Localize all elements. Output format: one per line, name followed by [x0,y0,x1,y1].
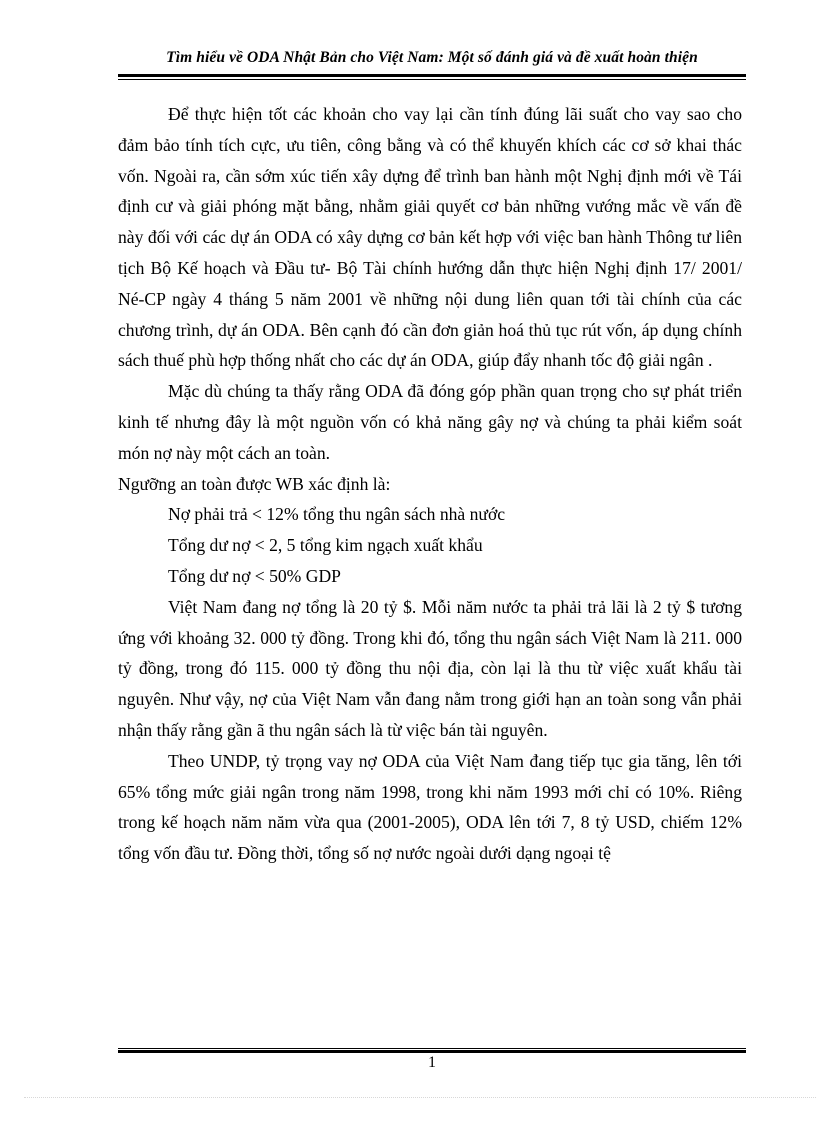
page-edge-divider [24,1097,816,1098]
threshold-item: Nợ phải trả < 12% tổng thu ngân sách nhà nước [168,504,506,525]
header-rule-thick [118,74,746,77]
footer-rule-thick [118,1050,746,1053]
footer-rule-thin [118,1048,746,1049]
threshold-item: Tổng dư nợ < 50% GDP [168,565,341,586]
paragraph-undp: Theo UNDP, tỷ trọng vay nợ ODA của Việt Nam đang tiếp tục gia tăng, lên tới 65% tổng mức giải ngân trong năm 1998, trong khi năm 1993 mới chỉ có 10%. Riêng trong kế hoạch năm năm vừa qua (2001-2005), ODA lên tới 7, 8 tỷ USD, chiếm 12% tổng vốn đầu tư. Đồng thời, tổng số nợ nước ngoài dưới dạng ngoại tệ [118,750,742,864]
paragraph-oda-debt: Mặc dù chúng ta thấy rằng ODA đã đóng góp phần quan trọng cho sự phát triển kinh tế nhưng đây là một nguồn vốn có khả năng gây nợ và chúng ta phải kiểm soát món nợ này một cách an toàn. [118,381,742,463]
paragraph-vietnam-debt: Việt Nam đang nợ tổng là 20 tỷ $. Mỗi năm nước ta phải trả lãi là 2 tỷ $ tương ứng với khoảng 32. 000 tỷ đồng. Trong khi đó, tổng thu ngân sách Việt Nam là 211. 000 tỷ đồng, trong đó 115. 000 tỷ đồng thu nội địa, còn lại là thu từ việc xuất khẩu tài nguyên. Như vậy, nợ của Việt Nam vẫn đang nằm trong giới hạn an toàn song vẫn phải nhận thấy rằng gần ã thu ngân sách là từ việc bán tài nguyên. [118,596,742,740]
threshold-item: Tổng dư nợ < 2, 5 tổng kim ngạch xuất khẩu [168,535,483,556]
page-header-title: Tìm hiểu về ODA Nhật Bản cho Việt Nam: Một số đánh giá và đề xuất hoàn thiện [166,49,698,66]
page-number: 1 [428,1054,436,1071]
document-body [118,99,742,869]
header-rule-thin [118,79,746,80]
paragraph-safety-threshold: Ngưỡng an toàn được WB xác định là: [118,473,391,494]
paragraph-loan-interest: Để thực hiện tốt các khoản cho vay lại cần tính đúng lãi suất cho vay sao cho đảm bảo tính tích cực, ưu tiên, công bằng và có thể khuyến khích các cơ sở khai thác vốn. Ngoài ra, cần sớm xúc tiến xây dựng để trình ban hành một Nghị định mới về Tái định cư và giải phóng mặt bằng, nhằm giải quyết cơ bản những vướng mắc về vấn đề này đối với các dự án ODA có xây dựng cơ bản kết hợp với việc ban hành Thông tư liên tịch Bộ Kế hoạch và Đầu tư- Bộ Tài chính hướng dẫn thực hiện Nghị định 17/ 2001/ Né-CP ngày 4 tháng 5 năm 2001 về những nội dung liên quan tới tài chính của các chương trình, dự án ODA. Bên cạnh đó cần đơn giản hoá thủ tục rút vốn, áp dụng chính sách thuế phù hợp thống nhất cho các dự án ODA, giúp đẩy nhanh tốc độ giải ngân . [118,104,742,371]
